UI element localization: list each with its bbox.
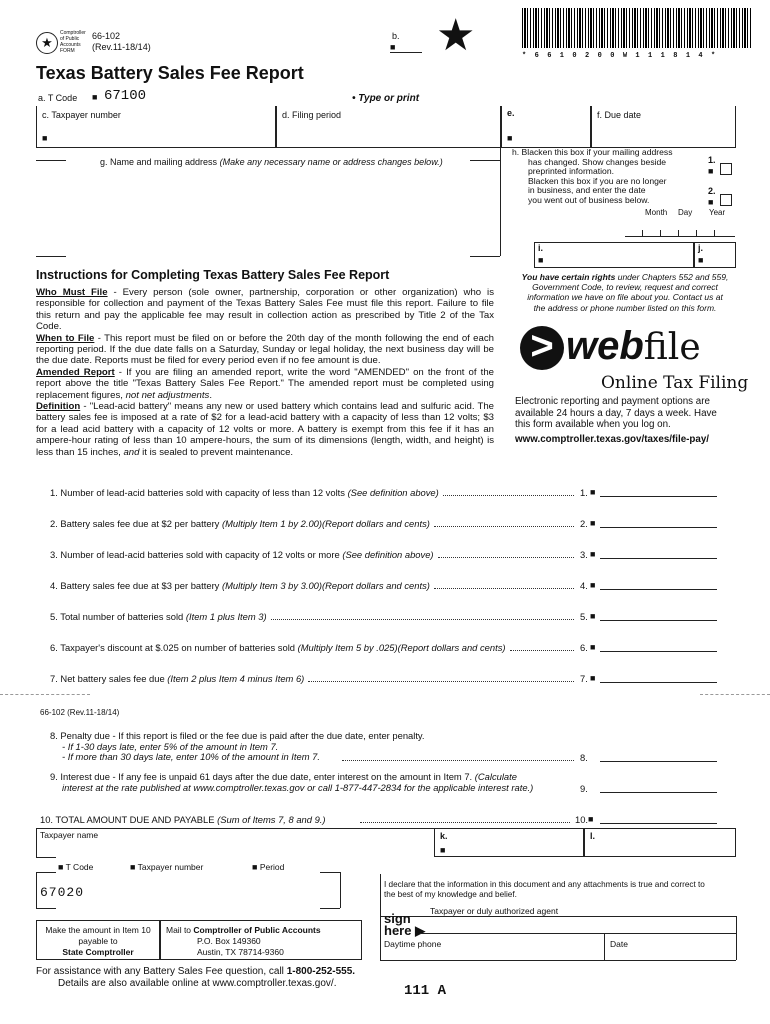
coupon-form-rev: 66-102 (Rev.11-18/14)	[40, 708, 120, 717]
box-e-marker	[507, 133, 512, 143]
tcode-label: a. T Code	[38, 93, 78, 103]
filing-period-label: d. Filing period	[282, 110, 342, 120]
box-h-num1: 1.	[708, 155, 716, 165]
line-item-label: 1. Number of lead-acid batteries sold with capacity of less than 12 volts	[50, 487, 345, 498]
seal-caption: Comptroller of Public Accounts FORM	[60, 30, 86, 54]
box-e-label: e.	[507, 108, 515, 118]
line-item-number: 2.	[580, 518, 588, 529]
dotted-leader	[308, 681, 574, 682]
line-item-amount-field[interactable]	[600, 527, 717, 528]
out-of-business-checkbox[interactable]	[720, 194, 732, 206]
line-item-amount-field[interactable]	[600, 589, 717, 590]
box-i[interactable]	[534, 242, 694, 268]
line-item-marker	[590, 642, 595, 652]
line-item-note: (See definition above)	[342, 549, 434, 560]
line-item-4	[50, 580, 430, 591]
line-item-6	[50, 642, 506, 653]
dotted-leader	[434, 526, 574, 527]
line-item-1	[50, 487, 439, 498]
line-item-5	[50, 611, 267, 622]
coupon-period-label: ■ Period	[252, 862, 284, 872]
item-9-num: 9.	[580, 783, 588, 794]
line-item-2	[50, 518, 430, 529]
line-item-amount-field[interactable]	[600, 620, 717, 621]
line-item-label: 2. Battery sales fee due at $2 per battery	[50, 518, 220, 529]
box-h-text: h. Blacken this box if your mailing address has changed. Show changes beside preprinted information. Blacken this box if you are no longer in business, and enter the date you went out of business below.	[512, 147, 673, 205]
cut-line-right	[700, 694, 770, 695]
line-item-note: (Item 2 plus Item 4 minus Item 6)	[167, 673, 305, 684]
barcode-text: * 6 6 1 0 2 0 0 W 1 1 1 8 1 4 *	[522, 52, 716, 60]
line-item-label: 7. Net battery sales fee due	[50, 673, 165, 684]
declaration-text: I declare that the information in this document and any attachments is true and correct to the best of my knowledge and belief.	[384, 880, 705, 899]
instructions-body: Who Must File - Every person (sole owner, partnership, corporation or other organization) who is responsible for collection and payment of the Texas Battery Sales Fee must file this report. Failure to file this return and pay the applicable fee may result in collection action as prescribed by Title 2 of the Tax Code. When to File - This report must be filed on or before the 20th day of the month following the end of each reporting period. If the due date falls on a Saturday, Sunday or legal holiday, the next business day will be the due date. Reports must be filed for every period even if no fee amount is due. Amended Report - If you are filing an amended report, write the word "AMENDED" on the front of the report above the title "Texas Battery Sales Fee Report." The amended report must be completed using replacement figures, not net adjustments. Definition - "Lead-acid battery" means any new or used battery which contains lead and sulfuric acid. The battery sales fee is imposed at a rate of $2 for a lead-acid battery with a capacity of less than 12 volts; $3 for a lead acid battery with a capacity of 12 volts or more. A battery is exempt from this fee if it has an ampere-hour rating of less than 10 ampere-hours, the sum of its dimensions (length, width, and height) is less than 15 inches, and it is sealed to prevent maintenance.	[36, 287, 494, 458]
mail-to-text: Mail to Comptroller of Public Accounts P.O. Box 149360 Austin, TX 78714-9360	[166, 925, 321, 957]
line-item-marker	[590, 487, 595, 497]
line-item-note: (Item 1 plus Item 3)	[185, 611, 267, 622]
form-revision: (Rev.11-18/14)	[92, 42, 151, 52]
line-item-number: 6.	[580, 642, 588, 653]
webfile-subtitle: Online Tax Filing	[601, 373, 749, 393]
dotted-leader	[510, 650, 574, 651]
name-address-label: g. Name and mailing address (Make any necessary name or address changes below.)	[100, 157, 443, 167]
line-item-note: (Multiply Item 1 by 2.00)(Report dollars and cents)	[221, 518, 430, 529]
box-i-marker	[538, 255, 543, 265]
webfile-url-link[interactable]: www.comptroller.texas.gov/taxes/file-pay/	[515, 434, 710, 445]
signature-line[interactable]	[420, 933, 736, 934]
line-item-amount-field[interactable]	[600, 651, 717, 652]
line-item-note: (See definition above)	[347, 487, 439, 498]
rights-notice: You have certain rights under Chapters 552 and 559, Government Code, to review, request and correct information we have on file about you. Contact us at the address or phone number listed on this form.	[521, 272, 729, 313]
line-item-marker	[590, 549, 595, 559]
line-item-marker	[590, 518, 595, 528]
line-item-note: (Multiply Item 3 by 3.00)(Report dollars and cents)	[221, 580, 430, 591]
year-label: Year	[709, 208, 726, 217]
box-k-label: k.	[440, 831, 448, 841]
item-8-num: 8.	[580, 752, 588, 763]
webfile-logo: webfile	[566, 324, 701, 368]
line-item-number: 5.	[580, 611, 588, 622]
tcode-value: 67100	[104, 88, 147, 104]
line-item-number: 7.	[580, 673, 588, 684]
sign-here-icon: sign here ▶	[384, 911, 426, 938]
box-k-marker	[440, 845, 445, 855]
star-icon: ★	[436, 11, 476, 60]
type-or-print: • Type or print	[352, 93, 420, 104]
line-item-amount-field[interactable]	[600, 682, 717, 683]
line-item-amount-field[interactable]	[600, 558, 717, 559]
taxpayer-number-marker	[42, 133, 47, 143]
line-item-marker	[590, 673, 595, 683]
box-l-label: l.	[590, 831, 596, 841]
taxpayer-number-label: c. Taxpayer number	[42, 110, 121, 120]
dotted-leader	[434, 588, 574, 589]
payable-text: Make the amount in Item 10 payable to State Comptroller	[45, 925, 151, 957]
line-item-note: (Multiply Item 5 by .025)(Report dollars and cents)	[297, 642, 506, 653]
webfile-text: Electronic reporting and payment options are available 24 hours a day, 7 days a week. Have this form available when you log on.	[515, 396, 717, 430]
line-item-number: 1.	[580, 487, 588, 498]
box-l[interactable]	[584, 829, 736, 857]
box-b-label: b.	[392, 31, 400, 41]
footer-code: 111 A	[404, 983, 447, 999]
assistance-text: For assistance with any Battery Sales Fee question, call 1-800-252-555. Details are also available online at www.comptroller.texas.gov/.	[36, 966, 356, 989]
barcode	[522, 8, 752, 48]
line-item-number: 3.	[580, 549, 588, 560]
form-number: 66-102	[92, 31, 121, 41]
box-i-label: i.	[538, 243, 544, 253]
box-h2-marker	[708, 197, 713, 207]
dotted-leader	[271, 619, 574, 620]
cut-line-left	[0, 694, 90, 695]
line-item-number: 4.	[580, 580, 588, 591]
day-label: Day	[678, 208, 693, 217]
coupon-tcode-label: ■ T Code	[58, 862, 93, 872]
line-item-label: 3. Number of lead-acid batteries sold with capacity of 12 volts or more	[50, 549, 340, 560]
phone-field[interactable]	[384, 959, 385, 960]
form-title: Texas Battery Sales Fee Report	[36, 63, 304, 83]
due-date-label: f. Due date	[597, 110, 642, 120]
comptroller-seal: ★	[36, 32, 58, 54]
instructions-heading: Instructions for Completing Texas Battery Sales Fee Report	[36, 268, 390, 282]
item-8-amount[interactable]	[600, 761, 717, 762]
line-item-amount-field[interactable]	[600, 496, 717, 497]
coupon-taxpayer-number-label: ■ Taxpayer number	[130, 862, 203, 872]
daytime-phone-label: Daytime phone	[384, 939, 442, 949]
coupon-tcode-value: 67020	[40, 885, 85, 900]
item-9-amount[interactable]	[600, 792, 717, 793]
box-j-label: j.	[698, 243, 704, 253]
line-item-marker	[590, 580, 595, 590]
box-j-marker	[698, 255, 703, 265]
line-item-label: 4. Battery sales fee due at $3 per battery	[50, 580, 220, 591]
taxpayer-name-label: Taxpayer name	[40, 830, 99, 840]
box-h1-marker	[708, 166, 713, 176]
dotted-leader	[443, 495, 574, 496]
item-8-text: 8. Penalty due - If this report is filed or the fee due is paid after the due date, enter penalty. - If 1-30 days late, enter 5% of the amount in Item 7. - If more than 30 days late, enter 10% of the amount in Item 7.	[50, 730, 425, 763]
item-10-text: 10. TOTAL AMOUNT DUE AND PAYABLE (Sum of Items 7, 8 and 9.)	[40, 814, 326, 825]
line-item-7	[50, 673, 304, 684]
line-item-label: 6. Taxpayer's discount at $.025 on number of batteries sold	[50, 642, 295, 653]
month-label: Month	[645, 208, 668, 217]
address-changed-checkbox[interactable]	[720, 163, 732, 175]
box-b-marker	[390, 42, 395, 52]
date-label: Date	[610, 939, 628, 949]
line-item-label: 5. Total number of batteries sold	[50, 611, 184, 622]
tcode-marker	[92, 92, 97, 102]
item-10-num: 10.	[575, 814, 589, 825]
box-h-num2: 2.	[708, 186, 716, 196]
item-10-marker	[588, 814, 593, 824]
line-item-marker	[590, 611, 595, 621]
item-9-text: 9. Interest due - If any fee is unpaid 61 days after the due date, enter interest on the amount in Item 7. (Calculate interest at the rate published at www.comptroller.texas.gov or call 1-877-447-2834 for the applicable interest rate.)	[50, 771, 534, 793]
box-k[interactable]	[434, 829, 584, 857]
dotted-leader	[438, 557, 574, 558]
agent-label: Taxpayer or duly authorized agent	[430, 906, 559, 916]
line-item-3	[50, 549, 434, 560]
item-10-amount[interactable]	[600, 823, 717, 824]
webfile-arrow-icon: >	[520, 326, 564, 370]
